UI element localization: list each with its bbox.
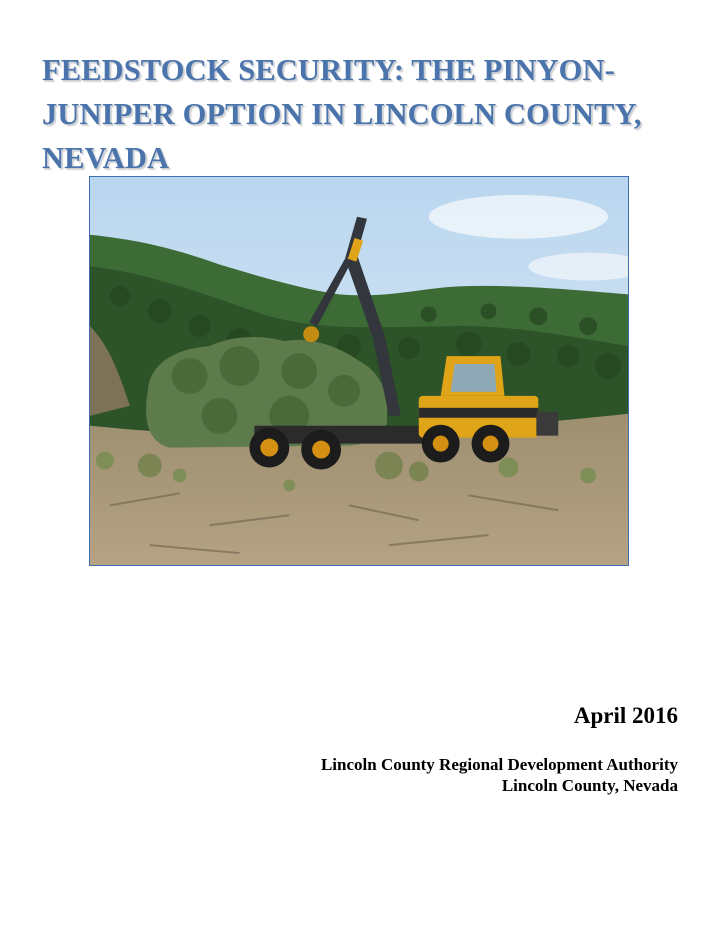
forestry-harvester-photo-icon: [90, 177, 628, 565]
organization-name: Lincoln County Regional Development Authority: [320, 755, 678, 774]
author-block: [321, 754, 678, 796]
organization-location: Lincoln County, Nevada: [501, 776, 678, 795]
publication-date: April 2016: [573, 703, 678, 728]
document-title: FEEDSTOCK SECURITY: THE PINYON-JUNIPER OPTION IN LINCOLN COUNTY, NEVADA: [42, 53, 642, 175]
cover-photo: [89, 176, 629, 566]
